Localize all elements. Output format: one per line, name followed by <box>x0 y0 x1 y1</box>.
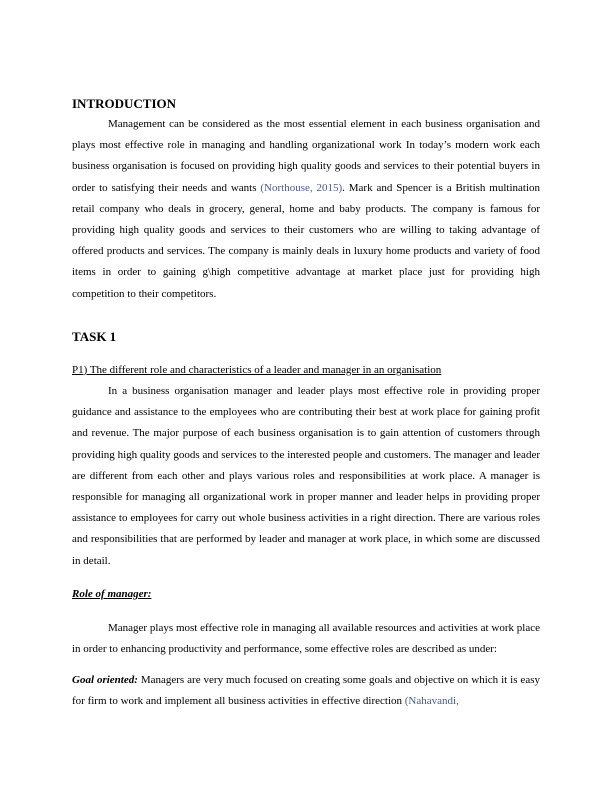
role-of-manager-heading: Role of manager: <box>72 587 152 600</box>
intro-citation: (Northouse, 2015) <box>260 181 343 194</box>
intro-heading: INTRODUCTION <box>72 96 177 111</box>
goal-citation: (Nahavandi, <box>404 695 459 708</box>
task1-heading: TASK 1 <box>72 328 117 344</box>
intro-text-b: . Mark and Spencer is a British multination retail company who deals in grocery, general, home and baby products. The company is famous for providing high quality goods and services to their customers who are willing to taking advantage of offered products and services. The company is mainly deals in luxury home products and variety of food items in order to gaining g\high competitive advantage at market place just for providing high competition to their competitors. <box>72 181 541 300</box>
p1-title: P1) The different role and characteristics of a leader and manager in an organisation <box>72 363 442 376</box>
role-intro-paragraph: Manager plays most effective role in managing all available resources and activities at work place in order to enhancing productivity and performance, some effective roles are described as under: <box>72 621 540 656</box>
p1-paragraph: In a business organisation manager and leader plays most effective role in providing proper guidance and assistance to the employees who are contributing their best at work place for gaining profit and revenue. The major purpose of each business organisation is to gain attention of customers through providing high quality goods and services to the interested people and customers. The manager and leader are different from each other and plays various roles and responsibilities at work place. A manager is responsible for managing all organizational work in proper manner and leader helps in providing proper assistance to employees for carry out whole business activities in a right direction. There are various roles and responsibilities that are performed by leader and manager at work place, in which some are discussed in detail. <box>72 385 540 567</box>
intro-paragraph <box>72 114 540 305</box>
goal-oriented-paragraph <box>72 670 540 712</box>
goal-oriented-label: Goal oriented: <box>72 674 138 687</box>
document-body <box>72 94 540 713</box>
intro-text-a: Management can be considered as the most essential element in each business organisation and plays most effective role in managing and handling organizational work In today’s modern work each business organisation is focused on providing high quality goods and services to their potential buyers in order to satisfying their needs and wants <box>72 118 540 194</box>
goal-oriented-text: Managers are very much focused on creating some goals and objective on which it is easy for firm to work and implement all business activities in effective direction <box>72 674 540 708</box>
